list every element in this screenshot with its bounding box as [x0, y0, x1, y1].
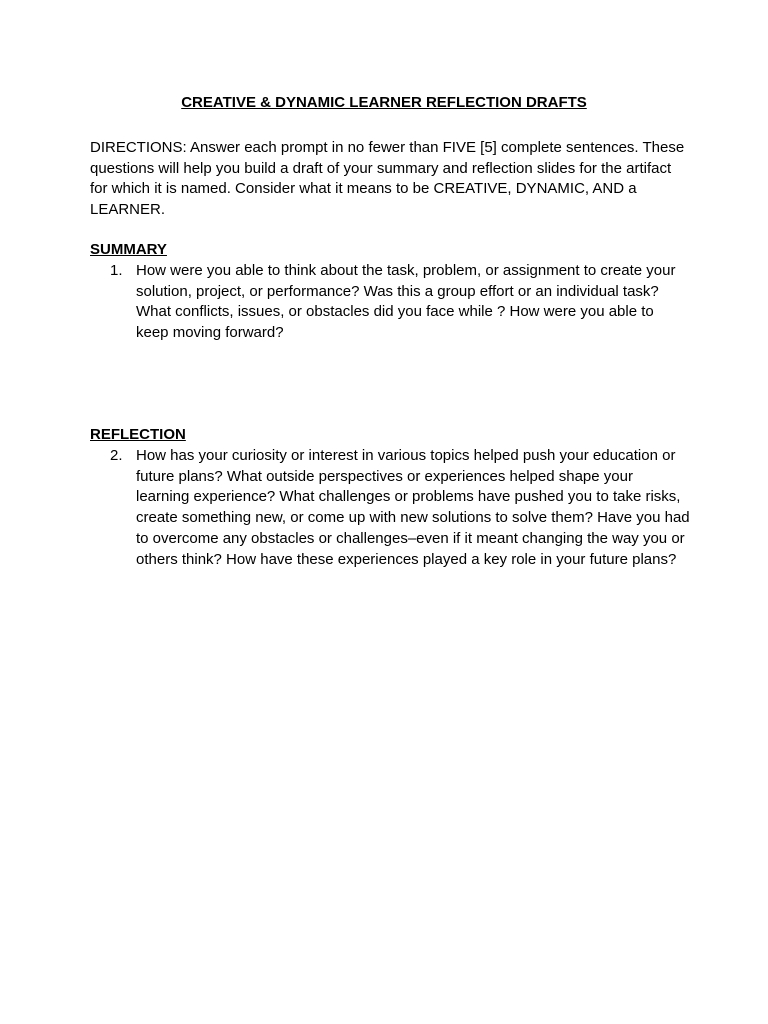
reflection-heading: REFLECTION	[90, 426, 186, 443]
document-title: CREATIVE & DYNAMIC LEARNER REFLECTION DRAFTS	[181, 94, 587, 111]
summary-prompt-text: How were you able to think about the task, problem, or assignment to create your solution, project, or performance? Was this a group effort or an individual task? What conflicts, issues, or obstacles did you face while ? How were you able to keep moving forward?	[136, 262, 676, 342]
summary-prompt-number: 1.	[110, 262, 123, 279]
reflection-prompt-text: How has your curiosity or interest in various topics helped push your education or future plans? What outside perspectives or experiences helped shape your learning experience? What challenges or problems have pushed you to take risks, create something new, or come up with new solutions to solve them? Have you had to overcome any obstacles or challenges–even if it meant changing the way you or others think? How have these experiences played a key role in your future plans?	[136, 447, 690, 568]
summary-heading: SUMMARY	[90, 241, 167, 258]
reflection-prompt-number: 2.	[110, 447, 123, 464]
reflection-prompt-item	[110, 446, 690, 570]
summary-prompt-item	[110, 261, 690, 344]
directions-paragraph: DIRECTIONS: Answer each prompt in no fewer than FIVE [5] complete sentences. These questions will help you build a draft of your summary and reflection slides for the artifact for which it is named. Consider what it means to be CREATIVE, DYNAMIC, AND a LEARNER.	[90, 139, 685, 219]
